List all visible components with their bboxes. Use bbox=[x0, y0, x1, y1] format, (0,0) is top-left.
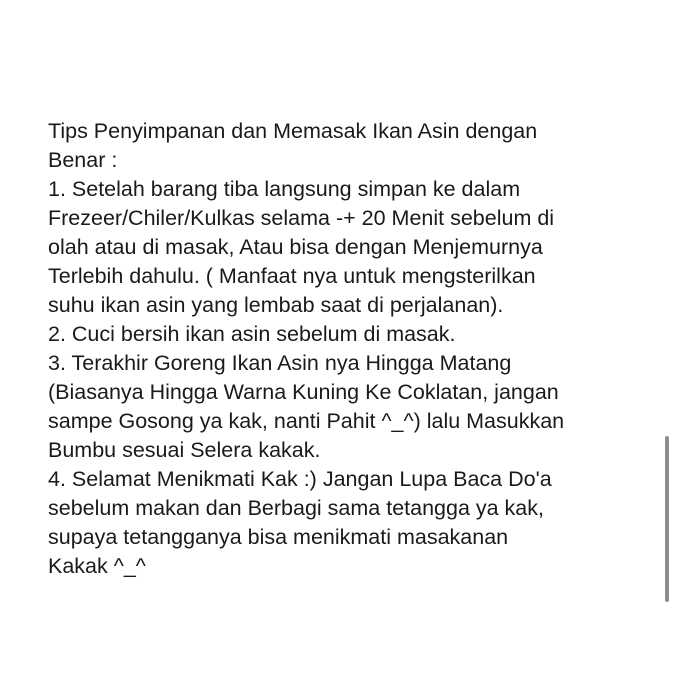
note-line-step-2: 2. Cuci bersih ikan asin sebelum di masak. bbox=[48, 322, 456, 346]
note-line-step-3-cont: (Biasanya Hingga Warna Kuning Ke Coklatan, jangan bbox=[48, 380, 559, 404]
note-line-step-1: 1. Setelah barang tiba langsung simpan ke dalam bbox=[48, 177, 521, 201]
note-line-title: Tips Penyimpanan dan Memasak Ikan Asin dengan bbox=[48, 119, 538, 143]
note-line-step-1-cont: olah atau di masak, Atau bisa dengan Menjemurnya bbox=[48, 235, 543, 259]
note-line-step-1-cont: Terlebih dahulu. ( Manfaat nya untuk mengsterilkan bbox=[48, 264, 536, 288]
note-line-step-1-cont: Frezeer/Chiler/Kulkas selama -+ 20 Menit sebelum di bbox=[48, 206, 555, 230]
note-line-step-4: 4. Selamat Menikmati Kak :) Jangan Lupa Baca Do'a bbox=[48, 467, 552, 491]
note-line-step-1-cont: suhu ikan asin yang lembab saat di perjalanan). bbox=[48, 293, 504, 317]
note-line-step-3-cont: Bumbu sesuai Selera kakak. bbox=[48, 438, 321, 462]
note-body[interactable] bbox=[48, 117, 673, 581]
note-line-title-cont: Benar : bbox=[48, 148, 118, 172]
note-line-step-3: 3. Terakhir Goreng Ikan Asin nya Hingga Matang bbox=[48, 351, 512, 375]
vertical-scrollbar[interactable] bbox=[665, 436, 669, 602]
note-line-step-3-cont: sampe Gosong ya kak, nanti Pahit ^_^) lalu Masukkan bbox=[48, 409, 565, 433]
note-line-step-4-cont: Kakak ^_^ bbox=[48, 554, 146, 578]
note-line-step-4-cont: sebelum makan dan Berbagi sama tetangga ya kak, bbox=[48, 496, 544, 520]
note-line-step-4-cont: supaya tetangganya bisa menikmati masakanan bbox=[48, 525, 509, 549]
